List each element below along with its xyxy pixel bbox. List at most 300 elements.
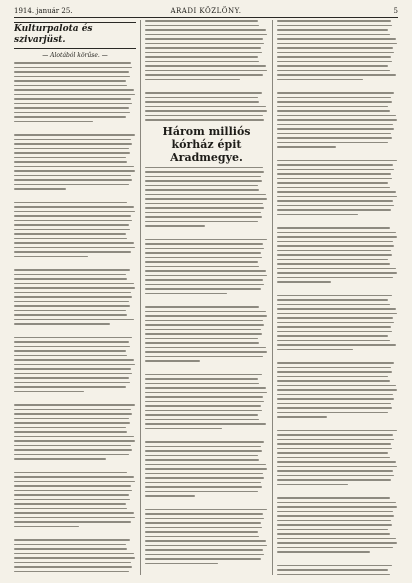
- text-line-placeholder: [145, 513, 263, 515]
- text-line-placeholder: [14, 71, 129, 73]
- text-line-placeholder: [14, 206, 134, 208]
- body-text-placeholder: [145, 167, 268, 576]
- text-line-placeholder: [277, 268, 396, 270]
- text-line-placeholder: [14, 251, 131, 253]
- text-line-placeholder: [14, 175, 131, 177]
- text-line-placeholder: [14, 476, 134, 478]
- text-line-placeholder: [145, 365, 268, 371]
- text-line-placeholder: [14, 229, 130, 231]
- text-line-placeholder: [145, 207, 264, 209]
- text-line-placeholder: [14, 553, 134, 555]
- text-line-placeholder: [145, 522, 261, 524]
- text-line-placeholder: [277, 38, 396, 40]
- text-line-placeholder: [14, 566, 132, 568]
- text-line-placeholder: [277, 29, 388, 31]
- text-line-placeholder: [277, 403, 391, 405]
- text-line-placeholder: [145, 351, 267, 353]
- text-line-placeholder: [277, 182, 388, 184]
- text-line-placeholder: [14, 170, 135, 172]
- text-line-placeholder: [277, 434, 393, 436]
- text-line-placeholder: [145, 320, 263, 322]
- text-line-placeholder: [14, 157, 126, 159]
- text-line-placeholder: [277, 218, 398, 224]
- text-line-placeholder: [277, 394, 393, 396]
- text-line-placeholder: [277, 556, 398, 562]
- text-line-placeholder: [14, 112, 130, 114]
- text-line-placeholder: [145, 558, 261, 560]
- text-line-placeholder: [145, 198, 267, 200]
- text-line-placeholder: [145, 428, 222, 430]
- text-line-placeholder: [14, 490, 132, 492]
- text-line-placeholder: [14, 364, 135, 366]
- text-line-placeholder: [277, 484, 348, 486]
- text-line-placeholder: [277, 299, 388, 301]
- text-line-placeholder: [14, 260, 136, 266]
- text-line-placeholder: [14, 341, 129, 343]
- text-line-placeholder: [145, 419, 259, 421]
- text-line-placeholder: [145, 279, 263, 281]
- text-line-placeholder: [145, 468, 267, 470]
- text-line-placeholder: [145, 342, 259, 344]
- text-line-placeholder: [277, 101, 392, 103]
- text-line-placeholder: [14, 503, 126, 505]
- text-line-placeholder: [14, 373, 132, 375]
- text-line-placeholder: [145, 248, 264, 250]
- text-line-placeholder: [14, 202, 127, 204]
- text-line-placeholder: [145, 414, 258, 416]
- text-line-placeholder: [14, 166, 134, 168]
- text-line-placeholder: [277, 74, 396, 76]
- text-line-placeholder: [277, 340, 390, 342]
- article-heading: Három milliós kórház épit Aradmegye.: [162, 124, 251, 164]
- text-line-placeholder: [277, 416, 327, 418]
- text-line-placeholder: [145, 189, 259, 191]
- text-line-placeholder: [14, 103, 132, 105]
- text-line-placeholder: [14, 382, 130, 384]
- column-3: [277, 20, 398, 575]
- text-line-placeholder: [145, 500, 268, 506]
- text-line-placeholder: [277, 353, 398, 359]
- text-line-placeholder: [14, 391, 84, 393]
- text-line-placeholder: [145, 423, 266, 425]
- text-line-placeholder: [277, 119, 397, 121]
- text-line-placeholder: [145, 56, 258, 58]
- text-line-placeholder: [145, 288, 261, 290]
- text-line-placeholder: [14, 544, 126, 546]
- text-line-placeholder: [145, 401, 264, 403]
- column-2: [145, 20, 268, 575]
- text-line-placeholder: [277, 47, 393, 49]
- text-line-placeholder: [145, 446, 261, 448]
- text-line-placeholder: [14, 80, 126, 82]
- text-line-placeholder: [14, 143, 132, 145]
- text-line-placeholder: [14, 377, 129, 379]
- text-line-placeholder: [145, 270, 266, 272]
- text-line-placeholder: [277, 533, 390, 535]
- text-line-placeholder: [14, 283, 134, 285]
- text-line-placeholder: [277, 430, 397, 432]
- text-line-placeholder: [145, 38, 263, 40]
- text-line-placeholder: [14, 220, 132, 222]
- text-line-placeholder: [14, 346, 130, 348]
- text-line-placeholder: [145, 383, 259, 385]
- text-line-placeholder: [14, 562, 131, 564]
- text-line-placeholder: [277, 191, 396, 193]
- issue-date: 1914. január 25.: [14, 7, 73, 15]
- text-line-placeholder: [145, 540, 266, 542]
- text-line-placeholder: [277, 479, 391, 481]
- page-header: [14, 6, 398, 18]
- text-line-placeholder: [14, 427, 126, 429]
- text-line-placeholder: [277, 529, 388, 531]
- text-line-placeholder: [277, 511, 393, 513]
- text-line-placeholder: [14, 323, 110, 325]
- text-line-placeholder: [277, 205, 394, 207]
- text-line-placeholder: [14, 107, 129, 109]
- text-line-placeholder: [277, 565, 392, 567]
- text-line-placeholder: [277, 34, 390, 36]
- text-line-placeholder: [14, 287, 135, 289]
- text-line-placeholder: [14, 445, 131, 447]
- text-line-placeholder: [145, 194, 266, 196]
- text-line-placeholder: [277, 443, 391, 445]
- text-line-placeholder: [145, 509, 267, 511]
- text-line-placeholder: [277, 232, 396, 234]
- text-line-placeholder: [145, 333, 262, 335]
- text-line-placeholder: [145, 79, 240, 81]
- text-line-placeholder: [145, 167, 263, 169]
- text-line-placeholder: [145, 83, 268, 89]
- text-line-placeholder: [14, 179, 132, 181]
- text-line-placeholder: [145, 61, 259, 63]
- text-line-placeholder: [277, 214, 358, 216]
- text-line-placeholder: [145, 356, 263, 358]
- text-line-placeholder: [14, 62, 131, 64]
- text-line-placeholder: [145, 567, 268, 573]
- newspaper-title: ARADI KÖZLÖNY.: [170, 7, 242, 15]
- text-line-placeholder: [145, 432, 268, 438]
- text-line-placeholder: [14, 409, 131, 411]
- text-line-placeholder: [14, 418, 129, 420]
- text-line-placeholder: [145, 257, 262, 259]
- text-line-placeholder: [14, 224, 129, 226]
- text-line-placeholder: [14, 305, 130, 307]
- text-line-placeholder: [277, 245, 394, 247]
- text-line-placeholder: [277, 461, 396, 463]
- text-line-placeholder: [277, 380, 390, 382]
- text-line-placeholder: [277, 142, 388, 144]
- text-line-placeholder: [277, 389, 397, 391]
- text-line-placeholder: [14, 539, 130, 541]
- text-line-placeholder: [145, 34, 267, 36]
- text-line-placeholder: [277, 412, 388, 414]
- text-line-placeholder: [145, 329, 261, 331]
- text-line-placeholder: [14, 548, 127, 550]
- text-line-placeholder: [14, 499, 130, 501]
- text-line-placeholder: [277, 196, 397, 198]
- text-line-placeholder: [145, 527, 262, 529]
- text-line-placeholder: [145, 115, 263, 117]
- text-line-placeholder: [277, 286, 398, 292]
- text-line-placeholder: [277, 259, 388, 261]
- text-line-placeholder: [277, 92, 394, 94]
- text-line-placeholder: [277, 200, 393, 202]
- column-divider: [140, 20, 141, 575]
- text-line-placeholder: [277, 272, 397, 274]
- text-line-placeholder: [14, 395, 136, 401]
- text-line-placeholder: [277, 367, 391, 369]
- text-line-placeholder: [145, 106, 266, 108]
- text-line-placeholder: [14, 526, 79, 528]
- text-line-placeholder: [277, 295, 392, 297]
- text-line-placeholder: [14, 521, 131, 523]
- text-line-placeholder: [277, 506, 397, 508]
- text-line-placeholder: [277, 551, 370, 553]
- text-line-placeholder: [14, 314, 127, 316]
- article-subheading: — Alotából körűse. —: [42, 52, 108, 59]
- text-line-placeholder: [277, 178, 392, 180]
- text-line-placeholder: [145, 212, 261, 214]
- text-line-placeholder: [277, 524, 392, 526]
- text-line-placeholder: [277, 110, 390, 112]
- article-heading-box: [14, 22, 136, 49]
- text-line-placeholder: [145, 554, 264, 556]
- text-line-placeholder: [14, 494, 129, 496]
- text-line-placeholder: [145, 311, 266, 313]
- text-line-placeholder: [14, 517, 135, 519]
- text-line-placeholder: [145, 473, 263, 475]
- text-line-placeholder: [14, 454, 129, 456]
- text-line-placeholder: [277, 70, 390, 72]
- text-line-placeholder: [14, 319, 134, 321]
- text-line-placeholder: [145, 545, 267, 547]
- text-line-placeholder: [14, 296, 132, 298]
- text-line-placeholder: [14, 125, 136, 131]
- text-line-placeholder: [277, 65, 388, 67]
- text-line-placeholder: [277, 569, 388, 571]
- text-line-placeholder: [277, 322, 394, 324]
- text-line-placeholder: [14, 481, 135, 483]
- text-line-placeholder: [277, 475, 394, 477]
- text-line-placeholder: [14, 301, 129, 303]
- text-line-placeholder: [145, 450, 262, 452]
- text-line-placeholder: [145, 92, 262, 94]
- text-line-placeholder: [277, 520, 391, 522]
- text-line-placeholder: [277, 398, 394, 400]
- body-text-placeholder: [277, 20, 398, 575]
- text-line-placeholder: [277, 250, 391, 252]
- text-line-placeholder: [145, 119, 264, 121]
- text-line-placeholder: [14, 530, 136, 536]
- text-line-placeholder: [14, 121, 93, 123]
- text-line-placeholder: [14, 238, 127, 240]
- text-line-placeholder: [277, 448, 392, 450]
- text-line-placeholder: [14, 571, 129, 573]
- text-line-placeholder: [145, 29, 266, 31]
- text-line-placeholder: [14, 76, 130, 78]
- text-line-placeholder: [14, 256, 88, 258]
- text-line-placeholder: [145, 315, 267, 317]
- text-line-placeholder: [145, 221, 258, 223]
- text-line-placeholder: [14, 328, 136, 334]
- text-line-placeholder: [145, 410, 262, 412]
- text-line-placeholder: [145, 47, 261, 49]
- text-line-placeholder: [14, 512, 134, 514]
- text-line-placeholder: [277, 547, 393, 549]
- text-line-placeholder: [145, 441, 264, 443]
- text-line-placeholder: [145, 101, 259, 103]
- text-line-placeholder: [145, 374, 262, 376]
- text-line-placeholder: [277, 173, 391, 175]
- text-line-placeholder: [277, 452, 388, 454]
- text-line-placeholder: [14, 386, 126, 388]
- text-line-placeholder: [145, 25, 259, 27]
- text-line-placeholder: [145, 243, 263, 245]
- text-line-placeholder: [277, 308, 396, 310]
- text-line-placeholder: [14, 368, 131, 370]
- text-line-placeholder: [145, 171, 264, 173]
- text-line-placeholder: [145, 180, 262, 182]
- text-line-placeholder: [277, 457, 390, 459]
- text-line-placeholder: [14, 134, 135, 136]
- text-line-placeholder: [277, 61, 392, 63]
- text-line-placeholder: [14, 292, 131, 294]
- text-line-placeholder: [14, 148, 129, 150]
- text-line-placeholder: [145, 216, 262, 218]
- text-line-placeholder: [14, 278, 127, 280]
- text-line-placeholder: [145, 261, 258, 263]
- text-line-placeholder: [145, 225, 205, 227]
- text-line-placeholder: [277, 439, 394, 441]
- text-line-placeholder: [277, 151, 398, 157]
- text-line-placeholder: [277, 25, 392, 27]
- text-line-placeholder: [145, 347, 266, 349]
- text-line-placeholder: [14, 310, 126, 312]
- text-line-placeholder: [277, 421, 398, 427]
- text-line-placeholder: [277, 281, 331, 283]
- text-line-placeholder: [145, 110, 267, 112]
- text-line-placeholder: [277, 344, 396, 346]
- text-line-placeholder: [145, 392, 267, 394]
- text-line-placeholder: [14, 116, 126, 118]
- text-line-placeholder: [145, 396, 263, 398]
- text-line-placeholder: [14, 355, 127, 357]
- text-line-placeholder: [277, 407, 392, 409]
- text-line-placeholder: [14, 485, 131, 487]
- text-line-placeholder: [14, 440, 135, 442]
- text-line-placeholder: [277, 349, 353, 351]
- body-text-placeholder: [145, 20, 268, 121]
- text-line-placeholder: [277, 137, 392, 139]
- text-line-placeholder: [277, 115, 396, 117]
- text-line-placeholder: [277, 515, 394, 517]
- text-line-placeholder: [145, 43, 264, 45]
- text-line-placeholder: [277, 227, 390, 229]
- text-line-placeholder: [145, 563, 218, 565]
- text-line-placeholder: [277, 362, 394, 364]
- text-line-placeholder: [277, 304, 390, 306]
- column-divider: [272, 20, 273, 575]
- text-line-placeholder: [145, 491, 258, 493]
- column-1: [14, 20, 136, 575]
- text-line-placeholder: [14, 359, 134, 361]
- text-line-placeholder: [145, 52, 262, 54]
- text-line-placeholder: [277, 187, 390, 189]
- text-line-placeholder: [14, 184, 129, 186]
- text-line-placeholder: [14, 139, 131, 141]
- text-line-placeholder: [145, 536, 259, 538]
- text-line-placeholder: [145, 74, 263, 76]
- text-line-placeholder: [145, 203, 263, 205]
- text-line-placeholder: [14, 188, 66, 190]
- text-line-placeholder: [145, 518, 264, 520]
- text-line-placeholder: [145, 324, 264, 326]
- text-line-placeholder: [14, 247, 135, 249]
- text-line-placeholder: [277, 146, 336, 148]
- text-line-placeholder: [145, 360, 200, 362]
- text-line-placeholder: [14, 337, 132, 339]
- text-line-placeholder: [14, 94, 135, 96]
- text-line-placeholder: [277, 20, 391, 22]
- text-line-placeholder: [145, 306, 259, 308]
- text-line-placeholder: [14, 508, 127, 510]
- text-line-placeholder: [277, 164, 393, 166]
- text-line-placeholder: [145, 486, 262, 488]
- text-line-placeholder: [145, 284, 264, 286]
- text-line-placeholder: [14, 215, 131, 217]
- text-line-placeholder: [145, 297, 268, 303]
- text-line-placeholder: [277, 128, 394, 130]
- text-line-placeholder: [14, 472, 127, 474]
- text-line-placeholder: [145, 477, 264, 479]
- text-line-placeholder: [14, 193, 136, 199]
- text-line-placeholder: [14, 413, 132, 415]
- text-line-placeholder: [145, 378, 258, 380]
- text-line-placeholder: [277, 385, 396, 387]
- text-line-placeholder: [277, 542, 397, 544]
- text-line-placeholder: [277, 313, 397, 315]
- body-text-placeholder: [14, 62, 136, 575]
- text-line-placeholder: [145, 275, 267, 277]
- text-line-placeholder: [277, 371, 392, 373]
- text-line-placeholder: [277, 209, 391, 211]
- text-line-placeholder: [14, 233, 126, 235]
- text-line-placeholder: [145, 455, 258, 457]
- text-line-placeholder: [14, 85, 127, 87]
- text-line-placeholder: [145, 266, 259, 268]
- text-line-placeholder: [145, 239, 267, 241]
- text-line-placeholder: [14, 274, 126, 276]
- text-line-placeholder: [277, 497, 390, 499]
- text-line-placeholder: [277, 376, 388, 378]
- page-number: 5: [393, 7, 398, 15]
- text-line-placeholder: [145, 464, 266, 466]
- text-line-placeholder: [145, 338, 258, 340]
- text-line-placeholder: [145, 482, 261, 484]
- text-line-placeholder: [277, 335, 388, 337]
- text-line-placeholder: [14, 89, 134, 91]
- text-line-placeholder: [277, 470, 393, 472]
- text-line-placeholder: [277, 263, 390, 265]
- text-line-placeholder: [277, 236, 397, 238]
- text-line-placeholder: [277, 466, 397, 468]
- text-line-placeholder: [277, 56, 391, 58]
- text-line-placeholder: [14, 98, 131, 100]
- text-line-placeholder: [14, 463, 136, 469]
- text-line-placeholder: [14, 431, 127, 433]
- text-line-placeholder: [14, 404, 135, 406]
- text-line-placeholder: [14, 458, 106, 460]
